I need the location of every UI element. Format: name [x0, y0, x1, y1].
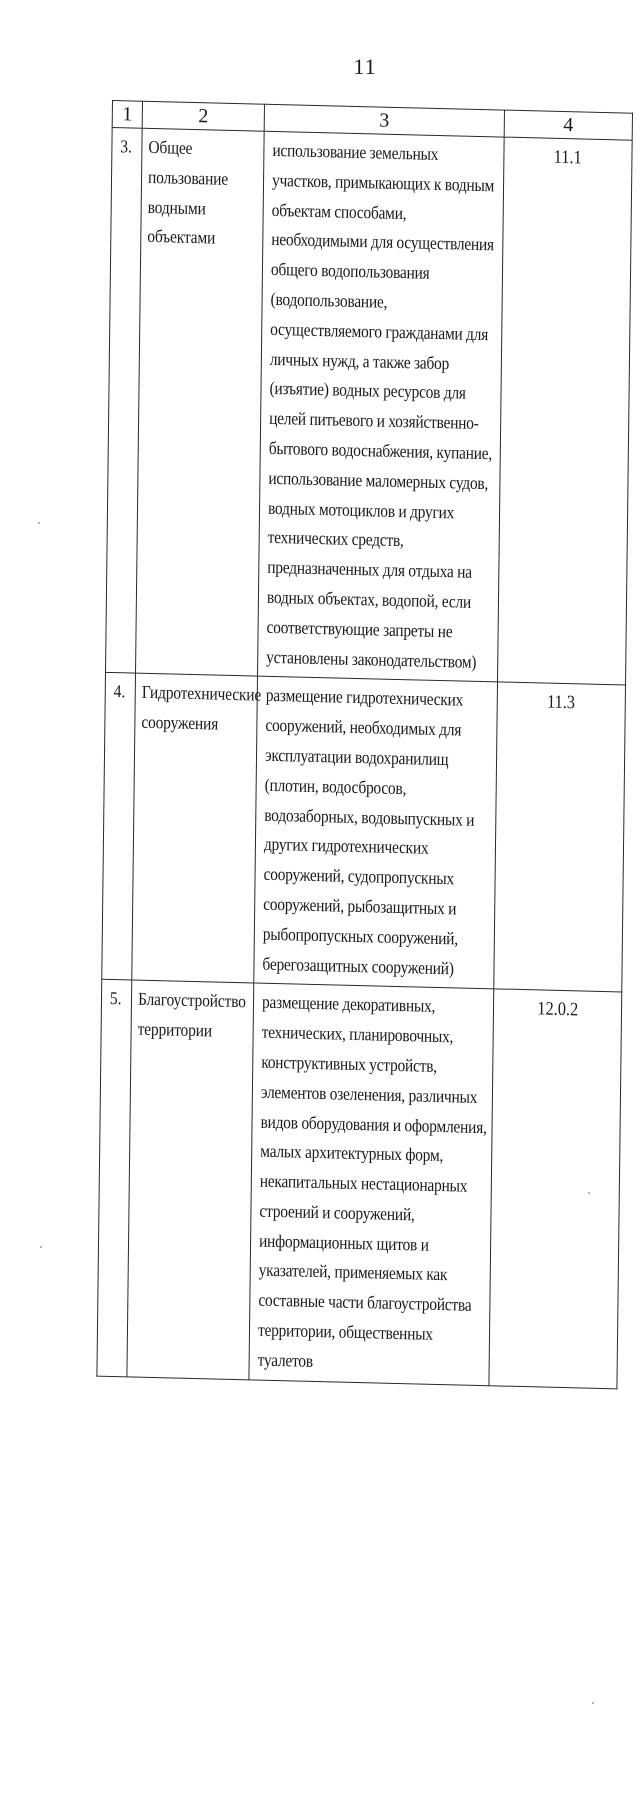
land-use-table [96, 100, 633, 1389]
header-col-4: 4 [504, 110, 632, 140]
page-number: 11 [353, 54, 377, 79]
scan-speck [40, 1246, 42, 1248]
row-code: 12.0.2 [489, 989, 622, 1388]
row-number: 4. [102, 673, 136, 981]
row-number: 3. [106, 128, 143, 674]
row-description: размещение гидротехнических сооружений, необходимых для эксплуатации водохранилищ (плотин, водосбросов, водозаборных, водовыпускных и других гидротехнических сооружений, судопропускных сооружений, рыбозащитных и рыбопропускных сооружений, берегозащитных сооружений) [254, 676, 498, 989]
scan-speck [592, 1702, 594, 1704]
row-name: Общее пользование водными объектами [136, 128, 265, 676]
row-description: использование земельных участков, примыкающих к водным объектам способами, необходимыми для осуществления общего водопользования (водопользование, осуществляемого гражданами для личных нужд, а также забор (изъятие) водных ресурсов для целей питьевого и хозяйственно-бытового водоснабжения, купание, использование маломерных судов, водных мотоциклов и других технических средств, предназначенных для отдыха на водных объектах, водопой, если соответствующие запреты не установлены законодательством) [258, 131, 505, 682]
table-row [106, 128, 633, 686]
land-use-table-wrapper [96, 100, 632, 1389]
header-col-2: 2 [142, 101, 264, 131]
table-row [97, 980, 622, 1389]
row-name: Благоустройство территории [127, 980, 254, 1379]
scan-speck [588, 1192, 590, 1194]
row-code: 11.3 [494, 682, 626, 992]
header-col-1: 1 [112, 101, 142, 129]
table-row [102, 673, 626, 993]
row-number: 5. [97, 980, 132, 1377]
row-description: размещение декоративных, технических, планировочных, конструктивных устройств, элементов озеленения, различных видов оборудования и оформления, малых архитектурных форм, некапитальных нестационарных строений и сооружений, информационных щитов и указателей, применяемых как составные части благоустройства территории, общественных туалетов [249, 983, 494, 1385]
header-col-3: 3 [264, 104, 504, 137]
row-code: 11.1 [498, 137, 633, 685]
row-name: Гидротехнические сооружения [132, 673, 258, 983]
scan-speck [38, 522, 40, 524]
